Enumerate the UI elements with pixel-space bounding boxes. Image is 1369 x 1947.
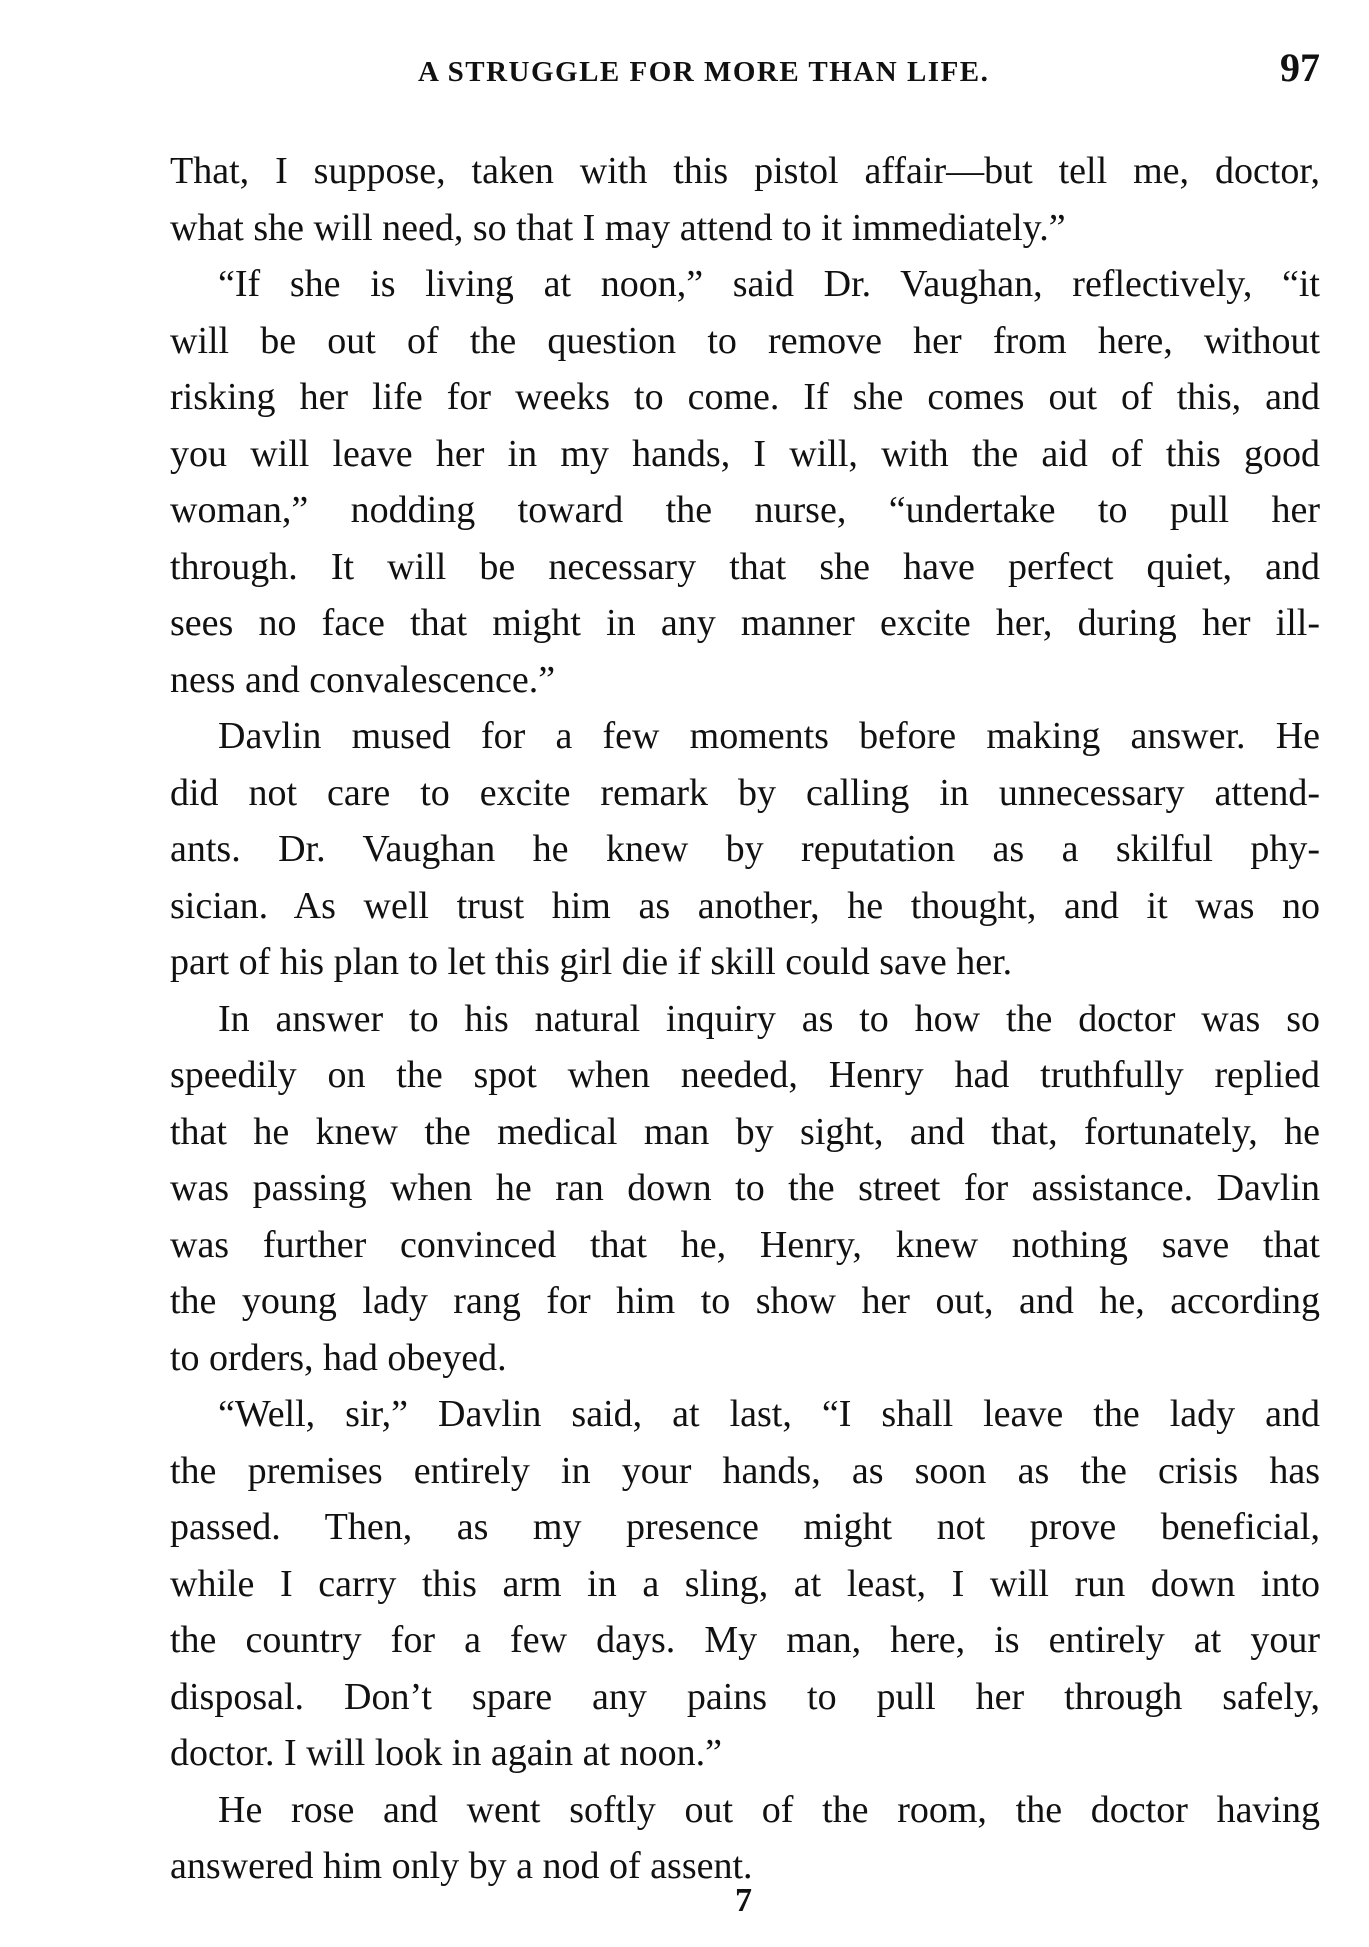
text-line: doctor. I will look in again at noon.” — [170, 1732, 722, 1774]
running-title: A STRUGGLE FOR MORE THAN LIFE. — [418, 56, 990, 88]
text-line: “Well, sir,” Davlin said, at last, “I shall leave the lady and — [218, 1393, 1320, 1435]
text-line: In answer to his natural inquiry as to how the doctor was so — [218, 997, 1320, 1040]
text-line: Davlin mused for a few moments before making answer. He — [218, 715, 1320, 757]
text-line: the country for a few days. My man, here, is entirely at your — [170, 1619, 1320, 1661]
text-line: risking her life for weeks to come. If she comes out of this, and — [170, 376, 1320, 418]
running-head — [170, 44, 1320, 104]
text-line: to orders, had obeyed. — [170, 1336, 507, 1379]
page-number: 97 — [1280, 45, 1320, 90]
text-line: while I carry this arm in a sling, at least, I will run down into — [170, 1562, 1320, 1605]
text-line: part of his plan to let this girl die if skill could save her. — [170, 941, 1013, 983]
text-line: woman,” nodding toward the nurse, “undertake to pull her — [170, 489, 1320, 531]
text-line: passed. Then, as my presence might not prove beneficial, — [170, 1506, 1320, 1548]
body-text — [170, 143, 1320, 1895]
text-line: the young lady rang for him to show her out, and he, according — [170, 1280, 1320, 1322]
text-line: sees no face that might in any manner excite her, during her ill- — [170, 602, 1320, 644]
text-line: through. It will be necessary that she have perfect quiet, and — [170, 545, 1320, 588]
text-line: did not care to excite remark by calling in unnecessary attend- — [170, 771, 1320, 814]
text-line: He rose and went softly out of the room, the doctor having — [218, 1788, 1320, 1831]
text-line: That, I suppose, taken with this pistol affair—but tell me, doctor, — [170, 150, 1320, 192]
text-line: ness and convalescence.” — [170, 658, 556, 701]
text-line: will be out of the question to remove her from here, without — [170, 319, 1320, 362]
text-line: ants. Dr. Vaughan he knew by reputation as a skilful phy- — [170, 828, 1320, 870]
text-line: speedily on the spot when needed, Henry had truthfully replied — [170, 1054, 1320, 1096]
text-line: “If she is living at noon,” said Dr. Vaughan, reflectively, “it — [218, 263, 1320, 305]
text-line: the premises entirely in your hands, as soon as the crisis has — [170, 1449, 1320, 1492]
text-line: answered him only by a nod of assent. — [170, 1845, 753, 1887]
text-line: was passing when he ran down to the street for assistance. Davlin — [170, 1167, 1320, 1209]
signature-mark: 7 — [735, 1882, 752, 1919]
text-line: you will leave her in my hands, I will, with the aid of this good — [170, 432, 1320, 475]
text-line: sician. As well trust him as another, he thought, and it was no — [170, 884, 1320, 927]
text-line: that he knew the medical man by sight, and that, fortunately, he — [170, 1110, 1320, 1153]
text-line: disposal. Don’t spare any pains to pull her through safely, — [170, 1675, 1320, 1718]
text-line: what she will need, so that I may attend to it immediately.” — [170, 206, 1066, 249]
text-line: was further convinced that he, Henry, knew nothing save that — [170, 1223, 1320, 1266]
